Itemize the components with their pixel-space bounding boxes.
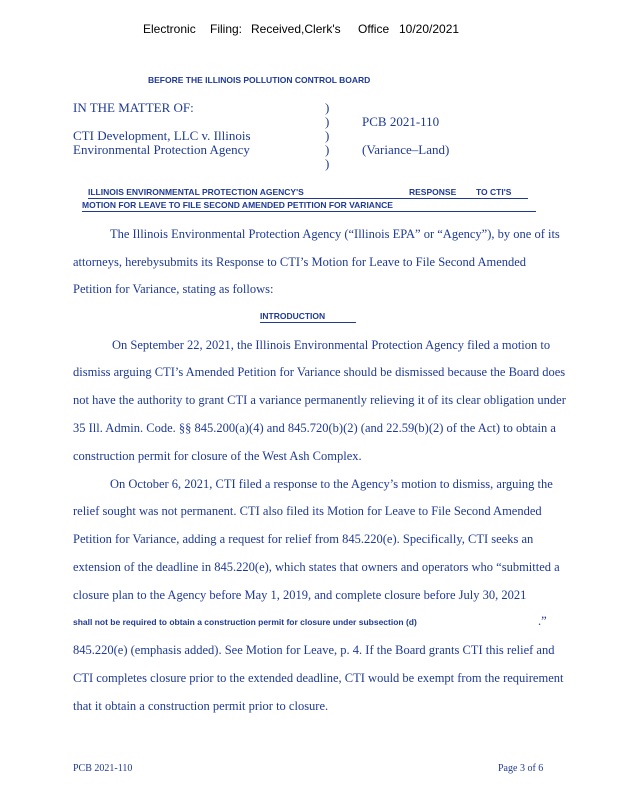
caption-party-1: CTI Development, LLC v. Illinois [73,128,251,143]
caption-paren: ) [325,142,330,157]
body-line: On October 6, 2021, CTI filed a response to the Agency’s motion to dismiss, arguing the [110,477,553,491]
footer-case-number: PCB 2021-110 [73,763,133,774]
caption-paren: ) [325,100,330,115]
case-number: PCB 2021-110 [362,114,440,129]
caption-paren: ) [325,128,330,143]
body-line-small: shall not be required to obtain a construction permit for closure under subsection (d) [73,617,417,627]
case-type: (Variance–Land) [362,142,450,157]
caption-matter: IN THE MATTER OF: [73,100,194,115]
heading-left: ILLINOIS ENVIRONMENTAL PROTECTION AGENCY'S [88,187,304,197]
board-title: BEFORE THE ILLINOIS POLLUTION CONTROL BOARD [148,75,371,85]
body-line: not have the authority to grant CTI a variance permanently relieving it of its clear obligation under [73,393,566,407]
caption-paren: ) [325,156,330,171]
body-line: 35 Ill. Admin. Code. §§ 845.200(a)(4) and 845.720(b)(2) (and 22.59(b)(2) of the Act) to obtain a [73,421,556,435]
body-line: Petition for Variance, adding a request for relief from 845.220(e). Specifically, CTI seeks an [73,532,534,546]
stamp-office: Office [358,22,390,36]
body-line: attorneys, herebysubmits its Response to CTI’s Motion for Leave to File Second Amended [73,255,527,269]
heading-line-1 [88,187,528,199]
section-heading [260,311,356,323]
stamp-date: 10/20/2021 [399,22,460,36]
heading-line-2 [82,200,536,212]
body-line: that it obtain a construction permit prior to closure. [73,699,329,713]
body-line: closure plan to the Agency before May 1, 2019, and complete closure before July 30, 2021 [73,588,527,602]
heading-mid: RESPONSE [409,187,457,197]
body-line: The Illinois Environmental Protection Agency (“Illinois EPA” or “Agency”), by one of its [110,227,560,241]
heading-line-2-text: MOTION FOR LEAVE TO FILE SECOND AMENDED PETITION FOR VARIANCE [82,200,393,210]
heading-right: TO CTI'S [476,187,512,197]
caption-paren: ) [325,114,330,129]
body-line: extension of the deadline in 845.220(e), which states that owners and operators who “submitted a [73,560,560,574]
stamp-received: Received,Clerk's [251,22,341,36]
body-line: relief sought was not permanent. CTI also filed its Motion for Leave to File Second Amended [73,504,542,518]
body-line: construction permit for closure of the West Ash Complex. [73,449,362,463]
body-line: Petition for Variance, stating as follows: [73,282,274,296]
footer-page-number: Page 3 of 6 [498,763,544,774]
stamp-filing: Filing: [210,22,243,36]
introduction-title: INTRODUCTION [260,311,326,321]
body-line: dismiss arguing CTI’s Amended Petition for Variance should be dismissed because the Board does [73,365,566,379]
body-line-end: .” [538,614,547,628]
body-line: On September 22, 2021, the Illinois Environmental Protection Agency filed a motion to [112,338,551,352]
caption-party-2: Environmental Protection Agency [73,142,250,157]
body-line: 845.220(e) (emphasis added). See Motion for Leave, p. 4. If the Board grants CTI this relief and [73,643,555,657]
stamp-electronic: Electronic [143,22,196,36]
body-line: CTI completes closure prior to the extended deadline, CTI would be exempt from the requirement [73,671,564,685]
